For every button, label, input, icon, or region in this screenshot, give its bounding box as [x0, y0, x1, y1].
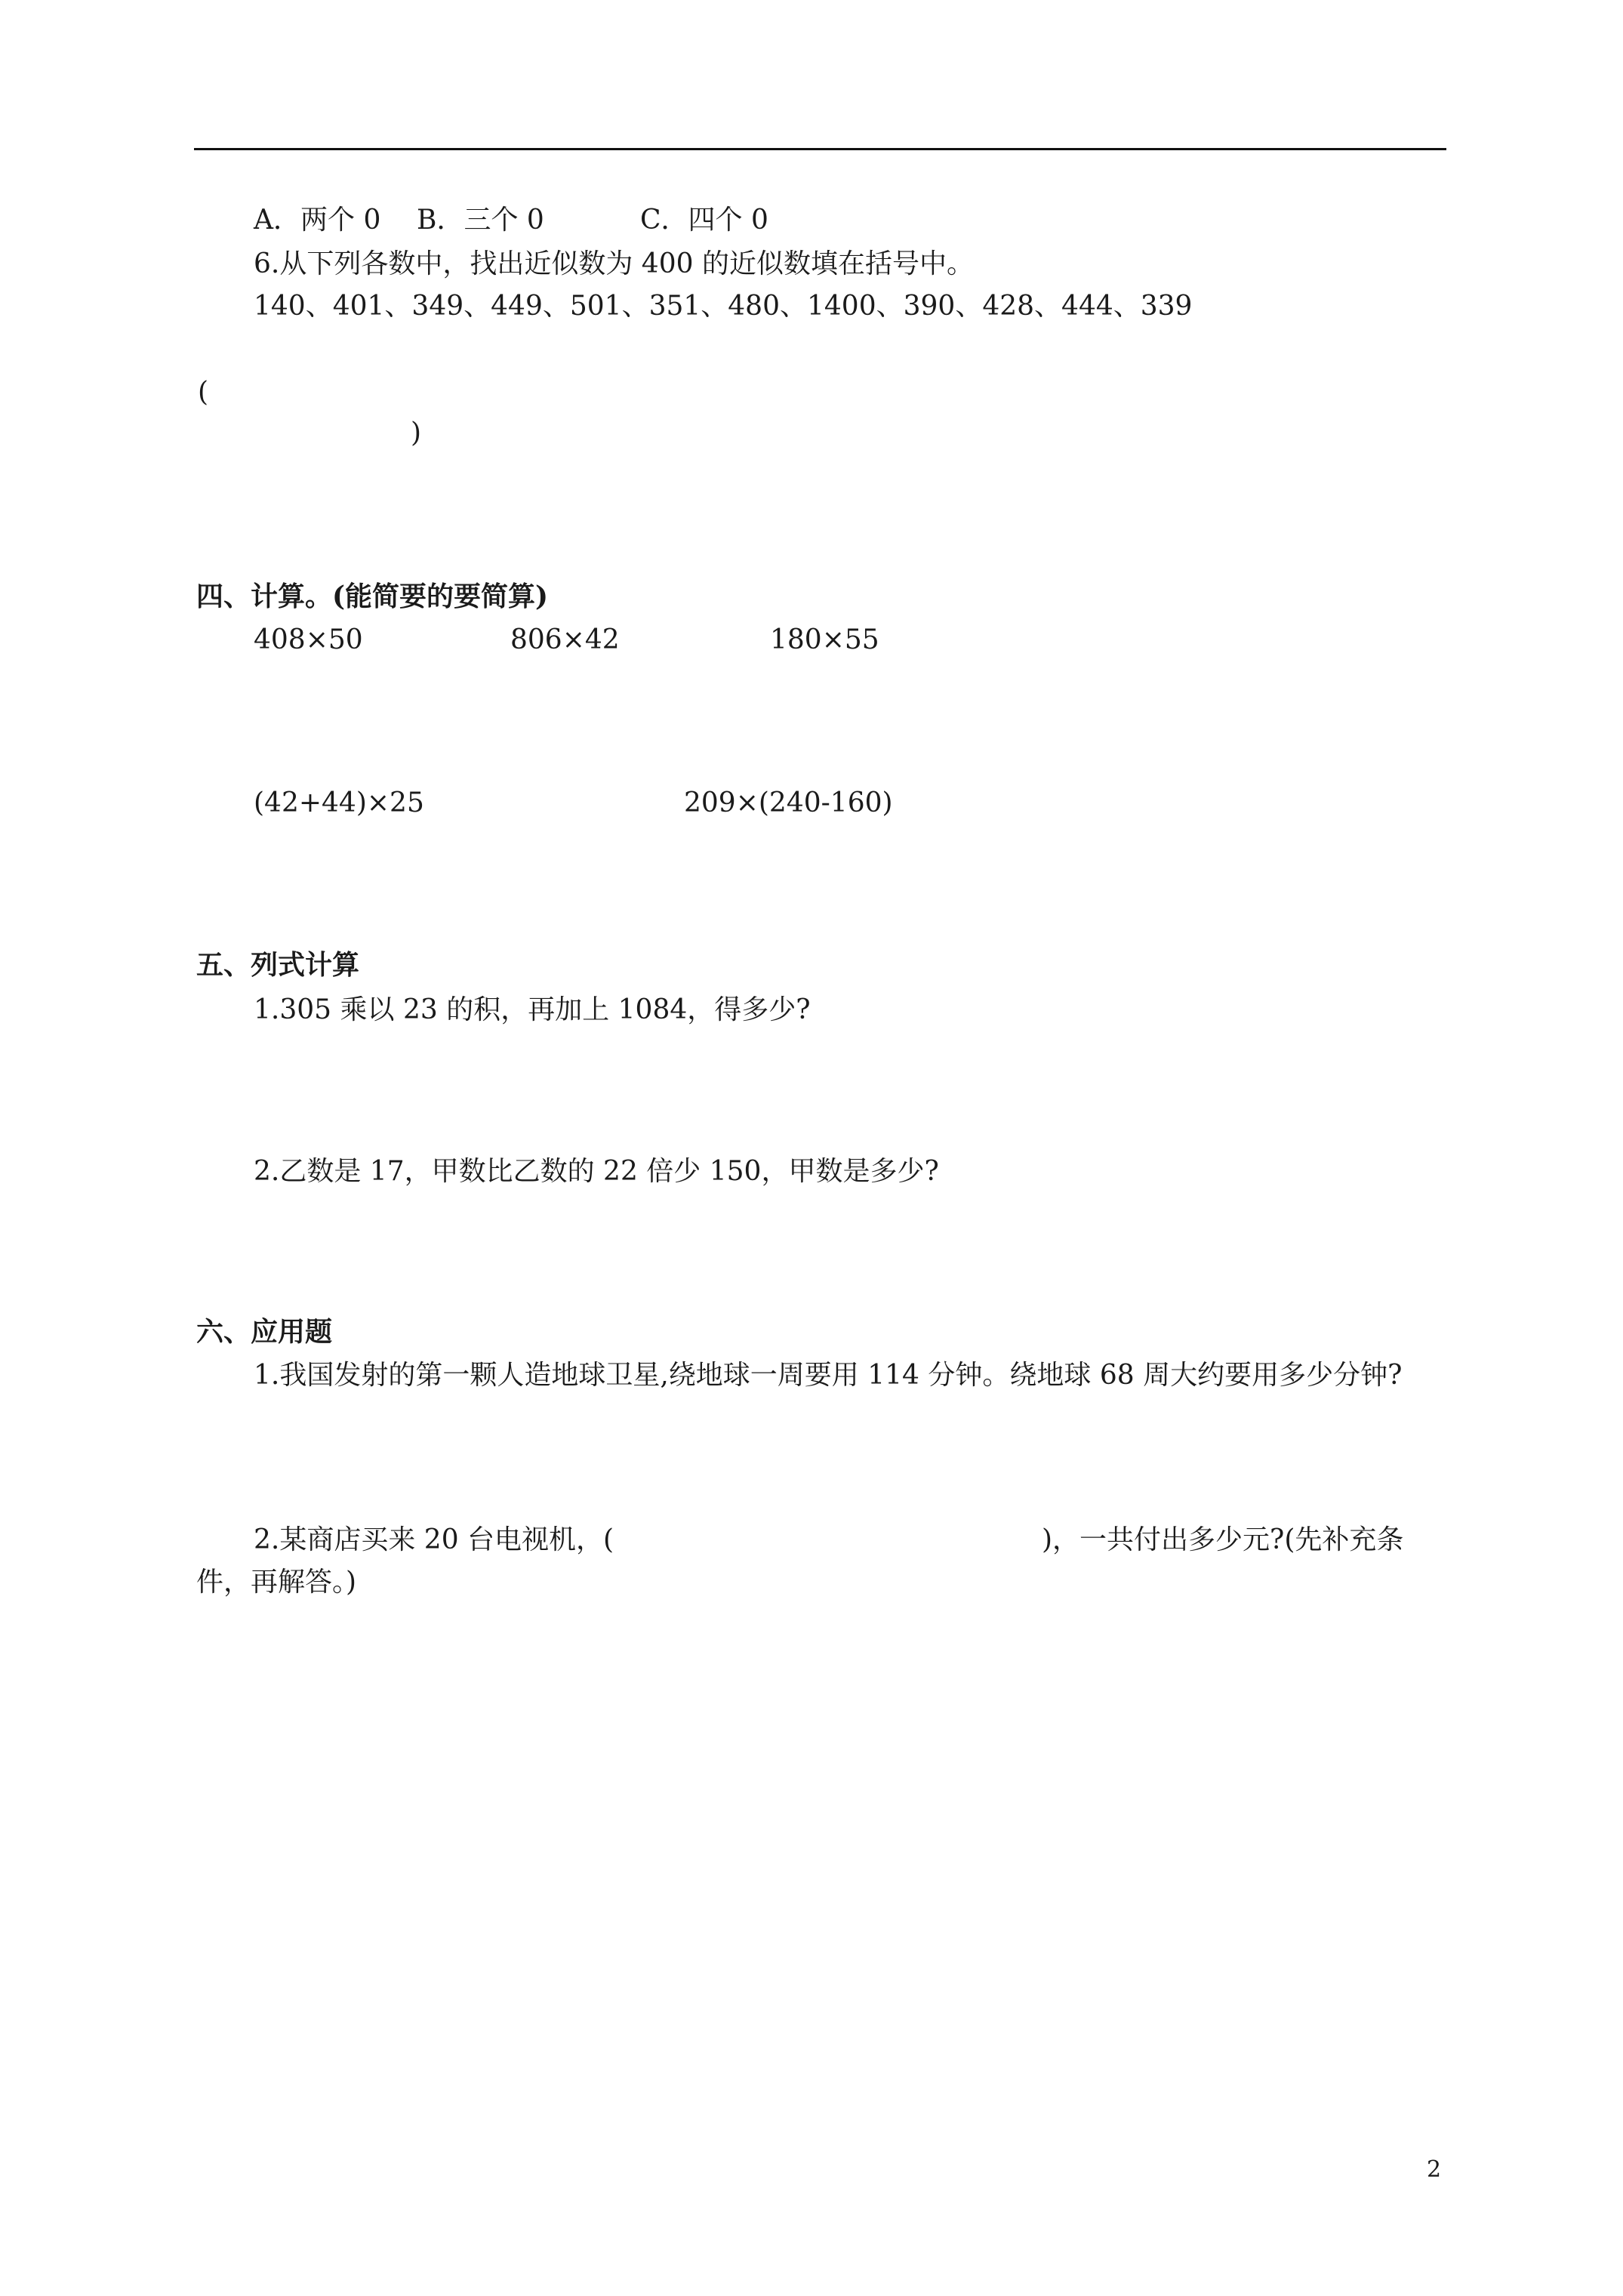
- calc-2: 806×42: [510, 624, 620, 655]
- section-6-question-1: 1.我国发射的第一颗人造地球卫星,绕地球一周要用 114 分钟。绕地球 68 周大约要用多少分钟?: [254, 1360, 1403, 1391]
- calc-5: 209×(240-160): [684, 787, 893, 818]
- section-5-question-1: 1.305 乘以 23 的积，再加上 1084，得多少?: [254, 994, 811, 1025]
- calc-3: 180×55: [770, 624, 879, 655]
- question-6-text: 6.从下列各数中，找出近似数为 400 的近似数填在括号中。: [254, 248, 974, 279]
- section-6-question-2-line2: 件，再解答。): [196, 1567, 357, 1598]
- answer-close-paren: ): [411, 418, 422, 448]
- answer-open-paren: (: [198, 377, 209, 408]
- section-5-title: 五、列式计算: [196, 949, 360, 981]
- calc-1: 408×50: [254, 624, 363, 655]
- question-6-numbers: 140、401、349、449、501、351、480、1400、390、428、444、339: [254, 291, 1193, 322]
- header-rule: [194, 148, 1446, 150]
- section-4-title: 四、计算。(能简要的要简算): [196, 581, 549, 612]
- page-number: 2: [1427, 2156, 1442, 2183]
- section-6-question-2-part1: 2.某商店买来 20 台电视机，(: [254, 1524, 614, 1555]
- calc-4: (42+44)×25: [254, 787, 424, 818]
- option-b: B．三个 0: [417, 205, 544, 236]
- section-5-question-2: 2.乙数是 17，甲数比乙数的 22 倍少 150，甲数是多少?: [254, 1156, 939, 1187]
- option-c: C．四个 0: [640, 205, 768, 236]
- option-a: A．两个 0: [254, 205, 381, 236]
- section-6-title: 六、应用题: [196, 1316, 333, 1348]
- section-6-question-2-part2: )，一共付出多少元?(先补充条: [1042, 1524, 1404, 1555]
